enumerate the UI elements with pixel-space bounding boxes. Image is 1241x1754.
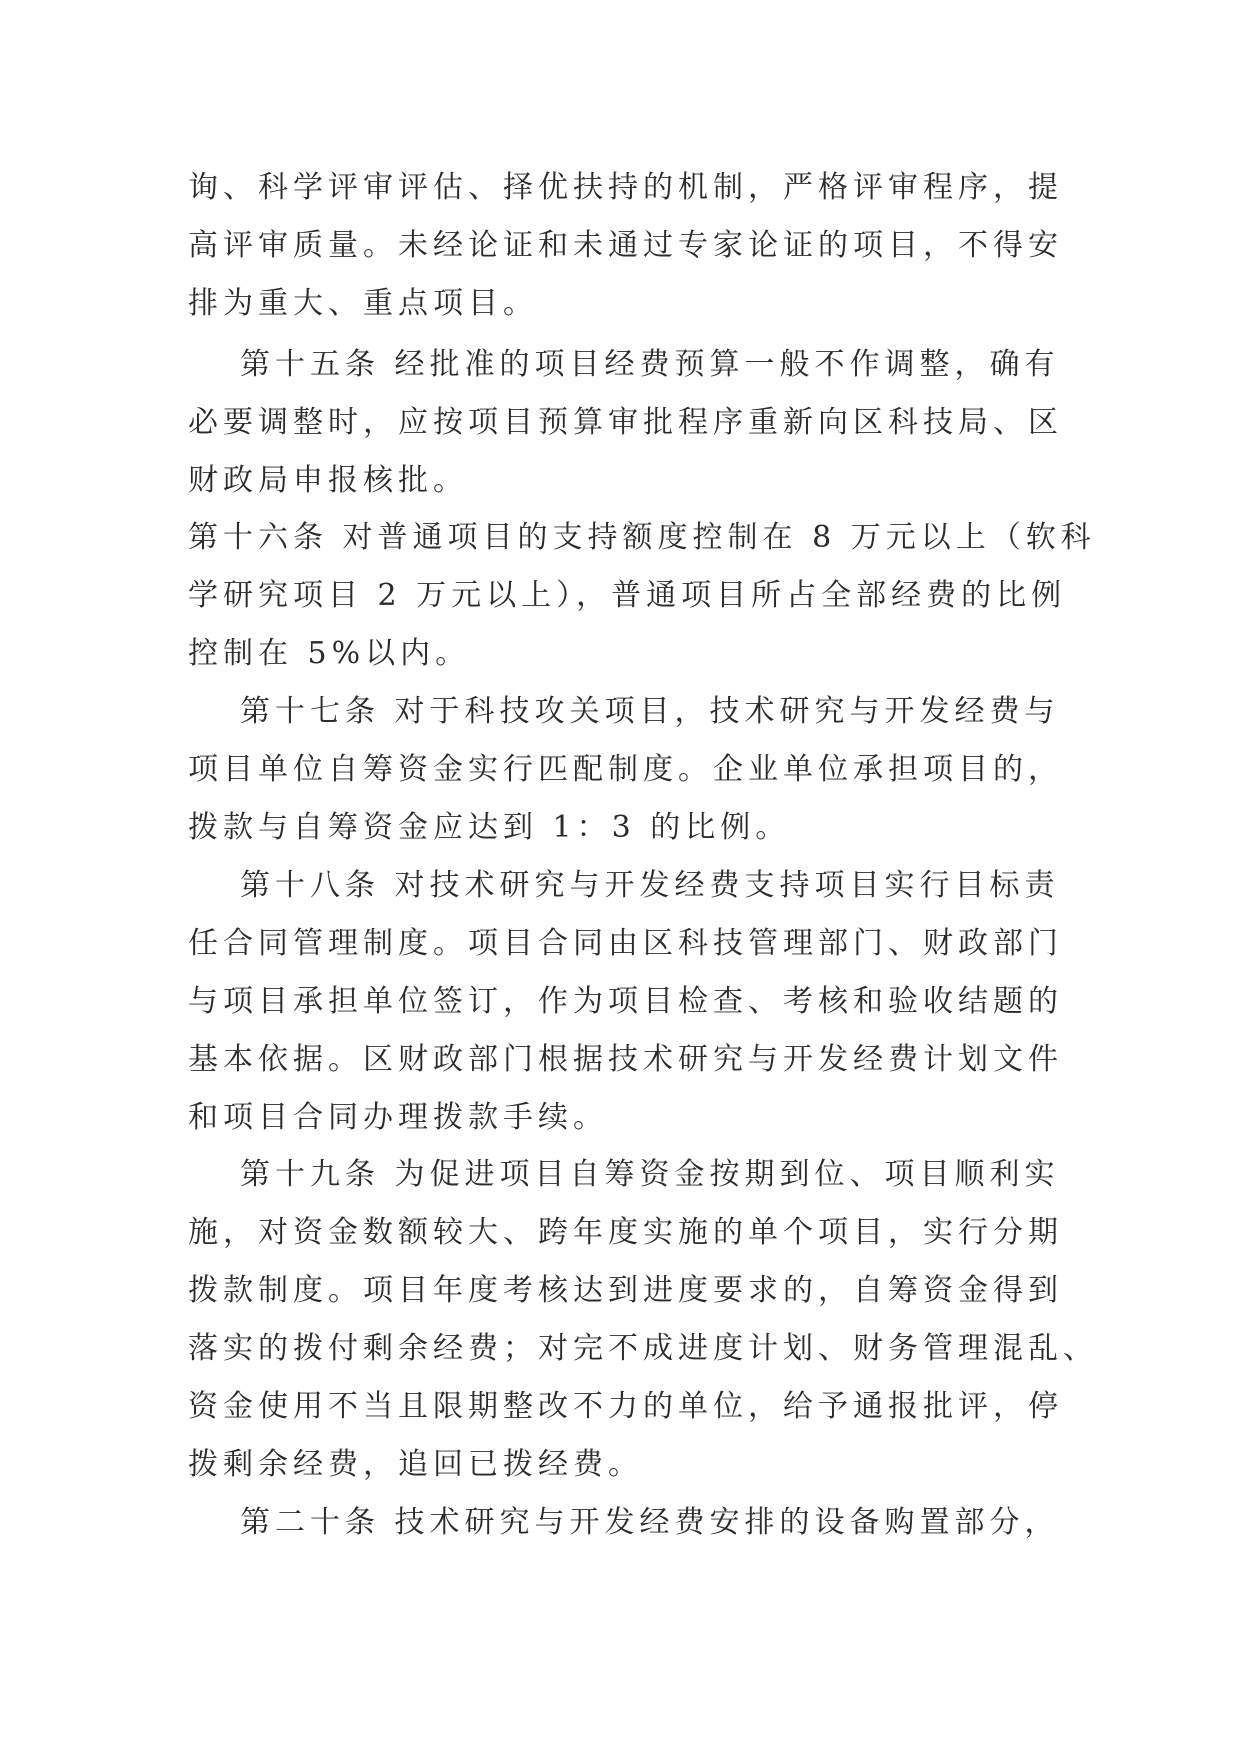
text-line: 落实的拨付剩余经费；对完不成进度计划、财务管理混乱、 — [188, 1331, 1098, 1366]
text-line: 控制在 5%以内。 — [188, 636, 471, 671]
article-19-heading-line: 第十九条 为促进项目自筹资金按期到位、项目顺利实 — [240, 1157, 1060, 1192]
text-line: 项目单位自筹资金实行匹配制度。企业单位承担项目的， — [188, 752, 1063, 787]
text-line: 任合同管理制度。项目合同由区科技管理部门、财政部门 — [188, 926, 1063, 961]
text-line: 询、科学评审评估、择优扶持的机制，严格评审程序，提 — [188, 170, 1063, 205]
article-20-heading-line: 第二十条 技术研究与开发经费安排的设备购置部分， — [240, 1505, 1060, 1540]
text-line: 基本依据。区财政部门根据技术研究与开发经费计划文件 — [188, 1042, 1063, 1077]
text-line: 施，对资金数额较大、跨年度实施的单个项目，实行分期 — [188, 1215, 1063, 1250]
article-17-heading-line: 第十七条 对于科技攻关项目，技术研究与开发经费与 — [240, 694, 1060, 729]
text-line: 排为重大、重点项目。 — [188, 286, 538, 321]
text-line: 和项目合同办理拨款手续。 — [188, 1100, 608, 1135]
text-line: 与项目承担单位签订，作为项目检查、考核和验收结题的 — [188, 984, 1063, 1019]
text-line: 必要调整时，应按项目预算审批程序重新向区科技局、区 — [188, 405, 1063, 440]
article-18-heading-line: 第十八条 对技术研究与开发经费支持项目实行目标责 — [240, 868, 1060, 903]
text-line: 学研究项目 2 万元以上），普通项目所占全部经费的比例 — [188, 578, 1067, 613]
text-line: 资金使用不当且限期整改不力的单位，给予通报批评，停 — [188, 1389, 1063, 1424]
text-line: 拨剩余经费，追回已拨经费。 — [188, 1447, 643, 1482]
text-line: 财政局申报核批。 — [188, 463, 468, 498]
text-line: 拨款制度。项目年度考核达到进度要求的，自筹资金得到 — [188, 1273, 1063, 1308]
text-line: 高评审质量。未经论证和未通过专家论证的项目，不得安 — [188, 228, 1063, 263]
text-line: 拨款与自筹资金应达到 1：3 的比例。 — [188, 810, 791, 845]
article-15-heading-line: 第十五条 经批准的项目经费预算一般不作调整，确有 — [240, 347, 1060, 382]
article-16-heading-line: 第十六条 对普通项目的支持额度控制在 8 万元以上（软科 — [188, 520, 1096, 555]
